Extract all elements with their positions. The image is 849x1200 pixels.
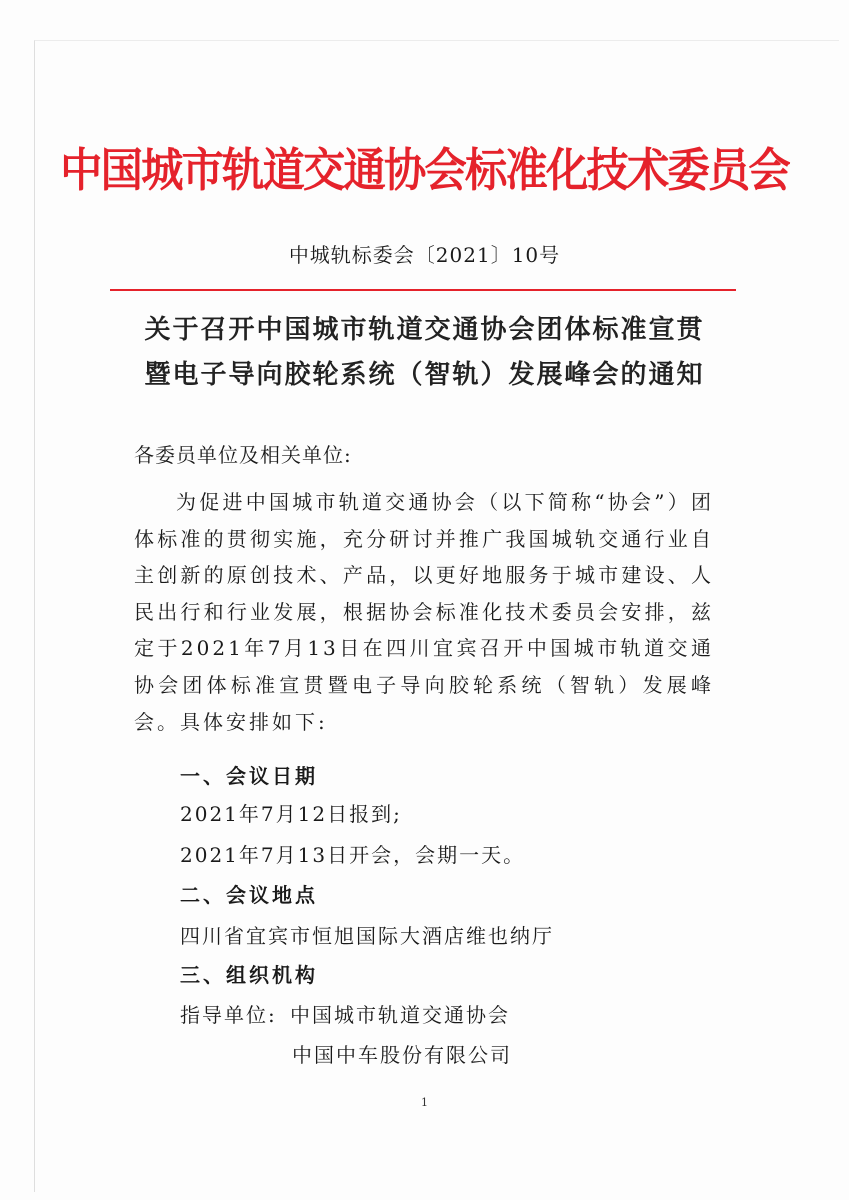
intro-paragraph: 为促进中国城市轨道交通协会（以下简称“协会”）团体标准的贯彻实施，充分研讨并推广我国城轨交通行业自主创新的原创技术、产品，以更好地服务于城市建设、人民出行和行业发展，根据协会标准化技术委员会安排，兹定于2021年7月13日在四川宜宾召开中国城市轨道交通协会团体标准宣贯暨电子导向胶轮系统（智轨）发展峰会。具体安排如下: [134, 490, 714, 734]
notice-title [0, 308, 849, 398]
salutation: 各委员单位及相关单位: [134, 443, 352, 467]
guide-unit-2: 中国中车股份有限公司 [292, 1043, 512, 1067]
document-number: 中城轨标委会〔2021〕10号 [288, 243, 561, 267]
date-line-meeting: 2021年7月13日开会，会期一天。 [180, 843, 526, 867]
red-divider-line [110, 289, 736, 291]
masthead-org-name: 中国城市轨道交通协会标准化技术委员会 [60, 143, 789, 197]
section-heading-date: 一、会议日期 [180, 764, 318, 788]
notice-title-line-1: 关于召开中国城市轨道交通协会团体标准宣贯 [144, 315, 705, 345]
section-heading-venue: 二、会议地点 [180, 883, 318, 907]
date-line-registration: 2021年7月12日报到; [180, 802, 402, 826]
section-heading-organization: 三、组织机构 [180, 963, 318, 987]
guide-unit-label: 指导单位: [180, 1003, 277, 1027]
notice-title-line-2: 暨电子导向胶轮系统（智轨）发展峰会的通知 [144, 360, 705, 390]
page-number: 1 [421, 1096, 428, 1109]
venue-line: 四川省宜宾市恒旭国际大酒店维也纳厅 [180, 924, 554, 948]
guide-unit-1: 中国城市轨道交通协会 [290, 1003, 510, 1027]
guide-unit-row [180, 1000, 510, 1030]
